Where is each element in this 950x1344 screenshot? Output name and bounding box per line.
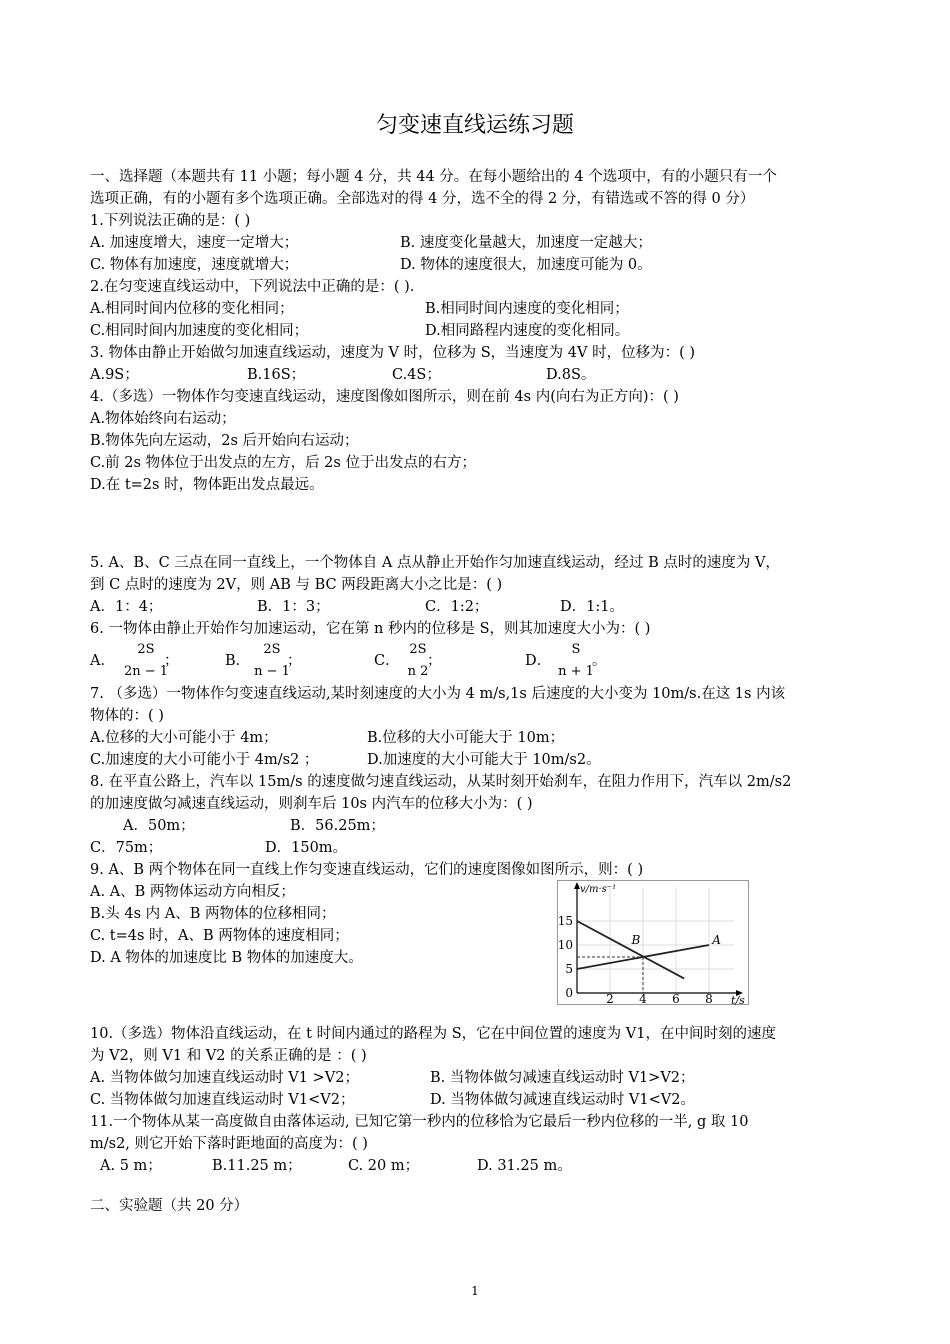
q6-option-b-label: B． [225, 653, 251, 669]
q1-option-a: A. 加速度增大，速度一定增大； [90, 235, 299, 251]
q2-option-a: A.相同时间内位移的变化相同； [90, 301, 294, 317]
q5-option-d: D．1:1。 [560, 599, 624, 615]
q6-option-c-label: C． [374, 653, 400, 669]
q3-option-d: D.8S。 [546, 367, 596, 383]
q11-option-c: C. 20 m； [348, 1158, 420, 1174]
q6-option-a-numerator: 2S [137, 642, 155, 657]
y-axis-unit: v/m·s⁻¹ [580, 884, 617, 895]
page-number: 1 [471, 1284, 479, 1298]
section1-header-line2: 选项正确，有的小题有多个选项正确。全部选对的得 4 分，选不全的得 2 分，有错选或不答的得 0 分） [90, 191, 755, 207]
q10-option-b: B. 当物体做匀减速直线运动时 V1>V2； [430, 1070, 695, 1086]
q7-option-a: A.位移的大小可能小于 4m； [90, 730, 278, 746]
q9-option-a: A. A、B 两物体运动方向相反； [90, 884, 295, 900]
q6-option-d-denominator: n + 1 [558, 664, 594, 679]
q11-option-a: A. 5 m； [100, 1158, 162, 1174]
q6-sep-b: ； [287, 653, 302, 669]
q6-option-b-denominator: n − 1 [254, 664, 290, 679]
q11-stem-line2: m/s2, 则它开始下落时距地面的高度为：( ) [90, 1136, 368, 1152]
velocity-time-graph [557, 880, 749, 1005]
q1-option-b: B. 速度变化量越大，加速度一定越大； [400, 235, 652, 251]
q7-option-d: D.加速度的大小可能大于 10m/s2。 [367, 752, 601, 768]
q6-sep-a: ； [164, 653, 179, 669]
q4-stem: 4.（多选）一物体作匀变速直线运动，速度图像如图所示，则在前 4s 内(向右为正方向)：( ) [90, 389, 679, 405]
q2-option-c: C.相同时间内加速度的变化相同； [90, 323, 309, 339]
series-b-label: B [631, 933, 641, 948]
q3-stem: 3. 物体由静止开始做匀加速直线运动，速度为 V 时，位移为 S，当速度为 4V 时，位移为：( ) [90, 345, 696, 361]
q6-stem: 6. 一物体由静止开始作匀加速运动，它在第 n 秒内的位移是 S，则其加速度大小为：( ) [90, 621, 651, 637]
section1-header-line1: 一、选择题（本题共有 11 小题；每小题 4 分，共 44 分。在每小题给出的 4 个选项中，有的小题只有一个 [90, 169, 777, 185]
q10-option-d: D. 当物体做匀减速直线运动时 V1<V2。 [430, 1092, 695, 1108]
q6-option-d-numerator: S [571, 642, 581, 657]
section2-header: 二、实验题（共 20 分） [90, 1198, 249, 1214]
q10-stem-line1: 10.（多选）物体沿直线运动，在 t 时间内通过的路程为 S，它在中间位置的速度为 V1，在中间时刻的速度 [90, 1026, 776, 1042]
q6-option-c-numerator: 2S [409, 642, 427, 657]
series-a-label: A [712, 933, 721, 948]
q9-option-d: D. A 物体的加速度比 B 物体的加速度大。 [90, 950, 363, 966]
q7-option-c: C.加速度的大小可能小于 4m/s2 ； [90, 752, 319, 768]
x-tick-label: 2 [606, 992, 614, 1005]
q8-option-d: D．150m。 [265, 840, 348, 856]
q9-stem: 9. A、B 两个物体在同一直线上作匀变速直线运动，它们的速度图像如图所示，则：( ) [90, 862, 644, 878]
q2-option-b: B.相同时间内速度的变化相同； [425, 301, 629, 317]
q4-option-a: A.物体始终向右运动； [90, 411, 236, 427]
q8-option-b: B．56.25m； [290, 818, 385, 834]
q9-option-c: C. t=4s 时，A、B 两物体的速度相同； [90, 928, 349, 944]
q8-stem-line1: 8. 在平直公路上，汽车以 15m/s 的速度做匀速直线运动，从某时刻开始刹车，在阻力作用下，汽车以 2m/s2 [90, 774, 792, 790]
q11-stem-line1: 11.一个物体从某一高度做自由落体运动, 已知它第一秒内的位移恰为它最后一秒内位移的一半, g 取 10 [90, 1114, 749, 1130]
q4-option-b: B.物体先向左运动，2s 后开始向右运动； [90, 433, 359, 449]
page-title: 匀变速直线运练习题 [375, 113, 574, 138]
q1-option-c: C. 物体有加速度，速度就增大； [90, 257, 299, 273]
q3-option-b: B.16S； [247, 367, 306, 383]
q10-option-a: A. 当物体做匀加速直线运动时 V1 >V2； [90, 1070, 359, 1086]
q6-option-c-denominator: n 2 [407, 664, 429, 679]
q3-option-a: A.9S； [90, 367, 139, 383]
q6-option-d-label: D． [525, 653, 552, 669]
y-tick-label: 0 [565, 986, 573, 1000]
q8-option-a: A．50m； [123, 818, 195, 834]
q5-option-a: A．1：4； [90, 599, 163, 615]
q6-end: 。 [592, 653, 607, 669]
q7-stem-line2: 物体的：( ) [90, 708, 164, 724]
q11-option-b: B.11.25 m； [212, 1158, 302, 1174]
x-tick-label: 6 [672, 992, 680, 1005]
q8-option-c: C．75m； [90, 840, 163, 856]
q6-option-b-numerator: 2S [263, 642, 281, 657]
q5-stem-line1: 5. A、B、C 三点在同一直线上，一个物体自 A 点从静止开始作匀加速直线运动，经过 B 点时的速度为 V， [90, 555, 780, 571]
q11-option-d: D. 31.25 m。 [477, 1158, 572, 1174]
q10-stem-line2: 为 V2，则 V1 和 V2 的关系正确的是 ：( ) [90, 1048, 367, 1064]
y-tick-label: 5 [565, 962, 573, 976]
q6-option-a-label: A． [90, 653, 115, 669]
q5-option-c: C．1:2； [425, 599, 489, 615]
q1-stem: 1.下列说法正确的是：( ) [90, 213, 251, 229]
q6-option-a-denominator: 2n − 1 [123, 664, 169, 679]
q4-option-c: C.前 2s 物体位于出发点的左方，后 2s 位于出发点的右方； [90, 455, 476, 471]
q7-option-b: B.位移的大小可能大于 10m； [367, 730, 565, 746]
y-tick-label: 10 [557, 938, 573, 952]
x-tick-labels [606, 992, 713, 1005]
q4-option-d: D.在 t=2s 时，物体距出发点最远。 [90, 477, 324, 493]
y-tick-labels [558, 914, 573, 1000]
q2-stem: 2.在匀变速直线运动中，下列说法中正确的是：( ). [90, 279, 415, 295]
x-axis-unit: t/s [731, 994, 745, 1005]
series-line-b [577, 921, 684, 979]
q6-sep-c: ； [427, 653, 442, 669]
q10-option-c: C. 当物体做匀加速直线运动时 V1<V2； [90, 1092, 355, 1108]
x-tick-label: 4 [639, 992, 647, 1005]
q5-stem-line2: 到 C 点时的速度为 2V，则 AB 与 BC 两段距离大小之比是：( ) [90, 577, 503, 593]
q9-option-b: B.头 4s 内 A、B 两物体的位移相同； [90, 906, 336, 922]
y-tick-label: 15 [557, 914, 573, 928]
q1-option-d: D. 物体的速度很大，加速度可能为 0。 [400, 257, 652, 273]
q7-stem-line1: 7. （多选）一物体作匀变速直线运动,某时刻速度的大小为 4 m/s,1s 后速度的大小变为 10m/s.在这 1s 内该 [90, 686, 786, 702]
q5-option-b: B．1：3； [257, 599, 330, 615]
q8-stem-line2: 的加速度做匀减速直线运动，则刹车后 10s 内汽车的位移大小为：( ) [90, 796, 533, 812]
q3-option-c: C.4S； [392, 367, 441, 383]
x-tick-label: 8 [705, 992, 713, 1005]
graph-grid [577, 887, 734, 993]
q2-option-d: D.相同路程内速度的变化相同。 [425, 323, 630, 339]
